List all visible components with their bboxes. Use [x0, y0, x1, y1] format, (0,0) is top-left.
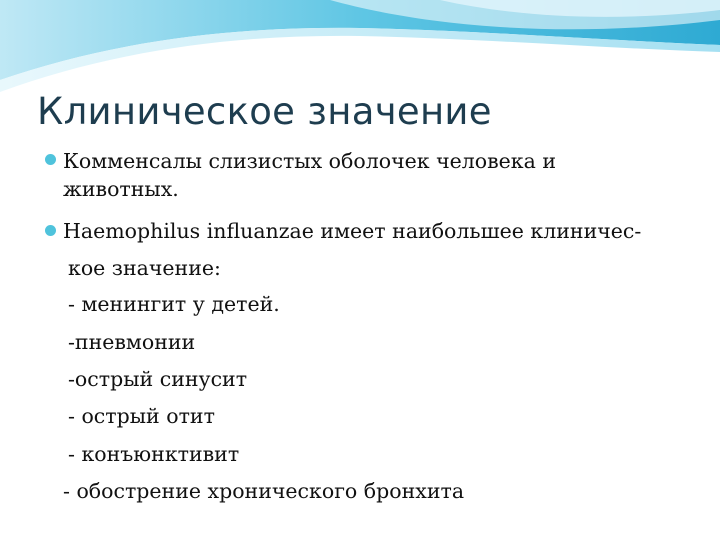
- sub-item-bronchitis: - обострение хронического бронхита: [63, 479, 465, 503]
- slide-title: Клиническое значение: [37, 90, 492, 133]
- sub-item-conjunctivitis: - конъюнктивит: [68, 442, 240, 466]
- bullet-2-line-2: кое значение:: [68, 256, 221, 280]
- bullet-dot-icon: [45, 225, 56, 236]
- bullet-1-line-2: животных.: [63, 177, 179, 201]
- bullet-1-line-1: Комменсалы слизистых оболочек человека и: [63, 149, 557, 173]
- sub-item-pneumonia: -пневмонии: [68, 330, 196, 354]
- bullet-2-line-1: Haemophilus influanzae имеет наибольшее клиничес-: [63, 219, 642, 243]
- sub-item-sinusitis: -острый синусит: [68, 367, 248, 391]
- sub-item-otitis: - острый отит: [68, 404, 215, 428]
- bullet-dot-icon: [45, 154, 56, 165]
- sub-item-meningitis: - менингит у детей.: [68, 292, 280, 316]
